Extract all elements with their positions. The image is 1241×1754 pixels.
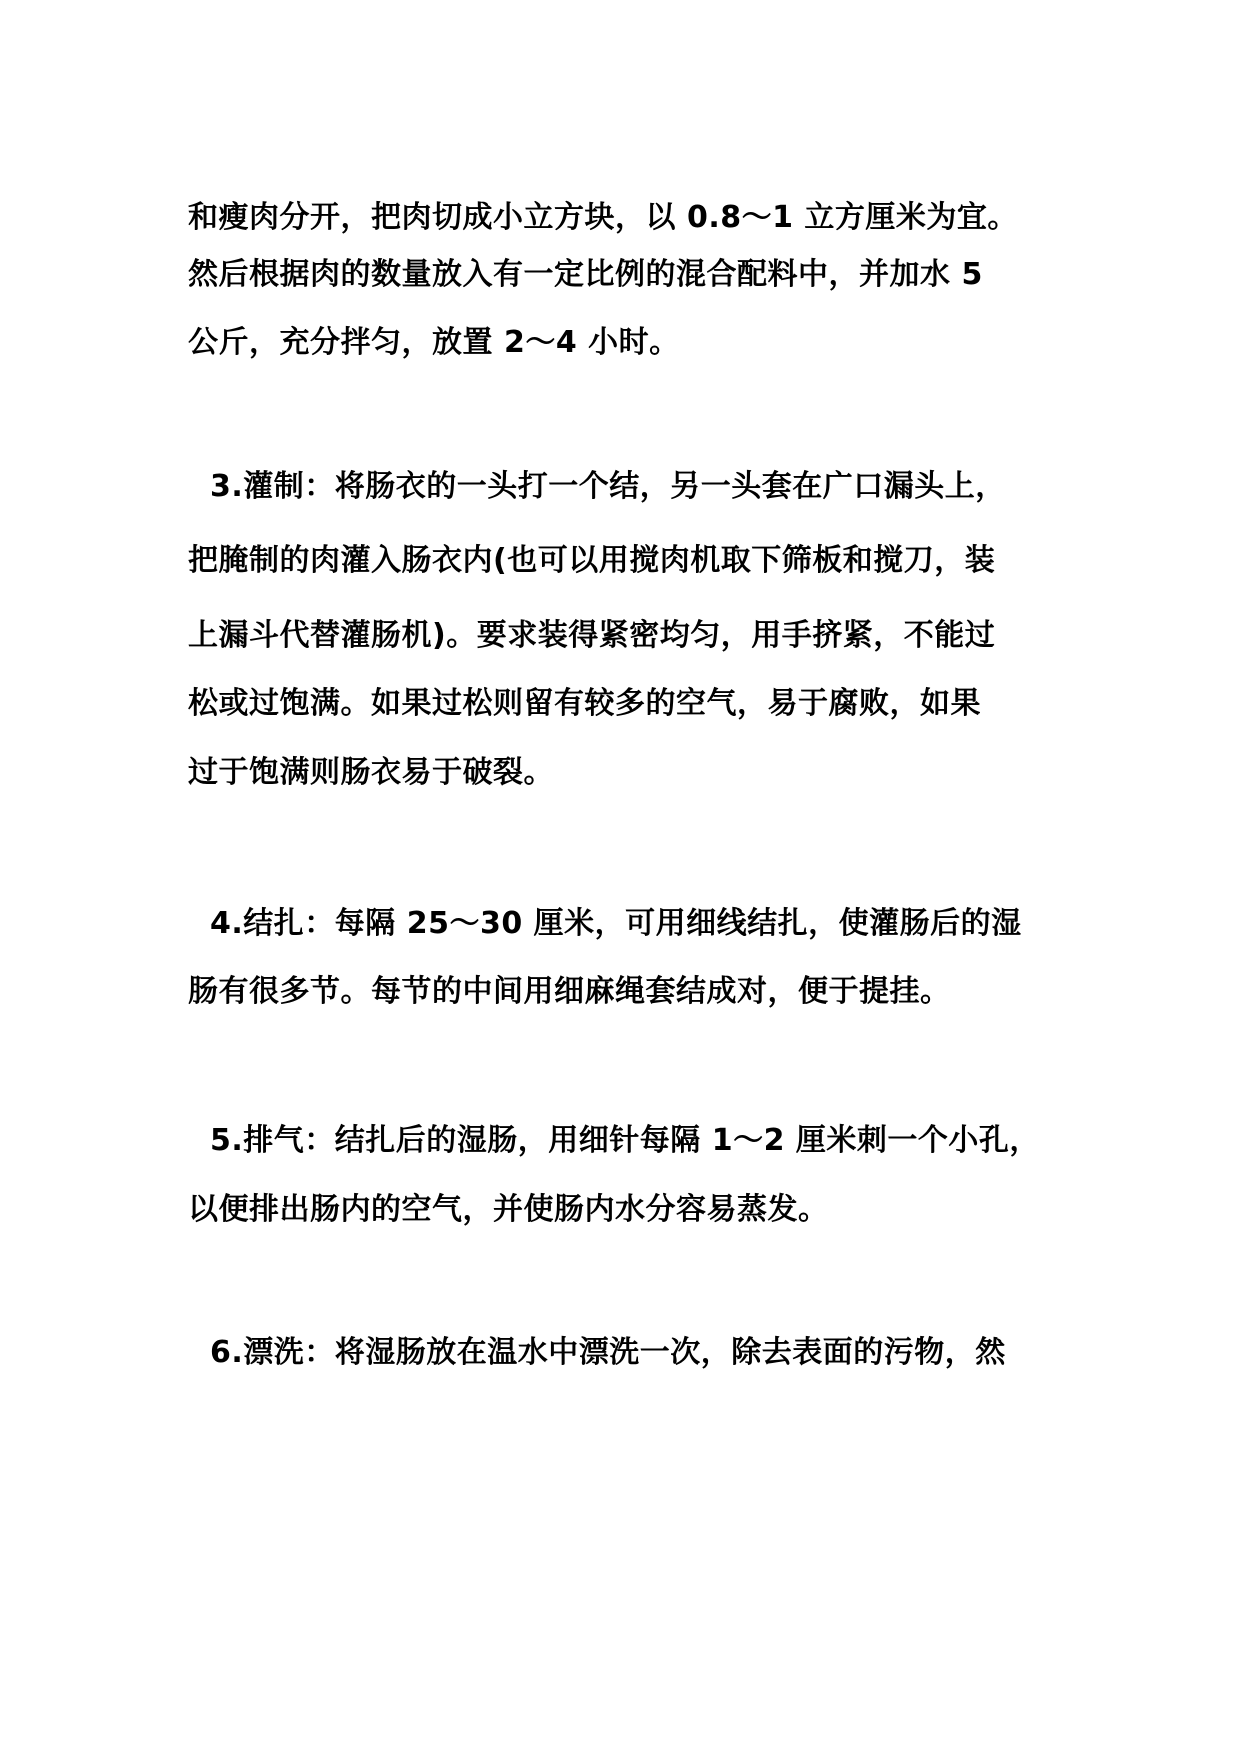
text-line: 以便排出肠内的空气，并使肠内水分容易蒸发。 [188,1192,829,1227]
paragraph-heading-line: 6.漂洗：将湿肠放在温水中漂洗一次，除去表面的污物，然 [210,1335,1006,1370]
text-line: 肠有很多节。每节的中间用细麻绳套结成对，便于提挂。 [188,974,951,1009]
text-line: 和瘦肉分开，把肉切成小立方块，以 0.8～1 立方厘米为宜。 [188,200,1018,235]
text-line: 把腌制的肉灌入肠衣内(也可以用搅肉机取下筛板和搅刀，装 [188,543,996,578]
text-line: 上漏斗代替灌肠机)。要求装得紧密均匀，用手挤紧，不能过 [188,618,996,653]
paragraph-heading-line: 5.排气：结扎后的湿肠，用细针每隔 1～2 厘米刺一个小孔， [210,1123,1040,1158]
text-line: 过于饱满则肠衣易于破裂。 [188,755,554,790]
text-line: 松或过饱满。如果过松则留有较多的空气，易于腐败，如果 [188,686,981,721]
text-line: 然后根据肉的数量放入有一定比例的混合配料中，并加水 5 [188,257,983,292]
text-line: 公斤，充分拌匀，放置 2～4 小时。 [188,325,680,360]
paragraph-heading-line: 4.结扎：每隔 25～30 厘米，可用细线结扎，使灌肠后的湿 [210,906,1022,941]
paragraph-heading-line: 3.灌制：将肠衣的一头打一个结，另一头套在广口漏头上， [210,469,1006,504]
